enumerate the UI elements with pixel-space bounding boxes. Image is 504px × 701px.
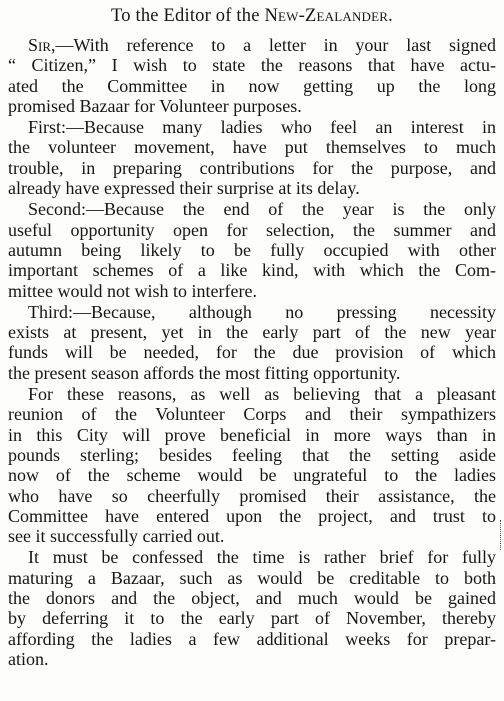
letter-paragraph	[8, 35, 496, 116]
text-line: the present season affords the most fitting opportunity.	[8, 362, 401, 383]
text-line: pounds sterling; besides feeling that the setting aside	[8, 444, 496, 465]
letter-paragraph	[8, 199, 496, 300]
salutation: Sir,	[28, 35, 56, 55]
text-line: For these reasons, as well as believing that a pleasant	[28, 384, 496, 405]
text-line: now of the scheme would be ungrateful to the ladies	[8, 465, 496, 486]
letter-paragraph	[8, 547, 496, 669]
text-line: ation.	[8, 648, 49, 669]
text-line: reunion of the Volunteer Corps and their sympathizers	[8, 404, 496, 425]
letter-column	[8, 4, 496, 670]
heading-newspaper-name: New-Zealander.	[264, 6, 393, 26]
text-line-rest: —With reference to a letter in your last signed	[55, 35, 496, 55]
letter-body	[8, 35, 496, 669]
text-line: already have expressed their surprise at its delay.	[8, 178, 360, 199]
margin-mark	[494, 520, 501, 550]
text-line: who have so cheerfully promised their assistance, the	[8, 485, 496, 506]
text-line	[8, 35, 496, 55]
text-line: “ Citizen,” I wish to state the reasons that have actu-	[8, 55, 496, 76]
text-line: important schemes of a like kind, with which the Com-	[8, 260, 496, 281]
text-line: in this City will prove beneficial in more ways than in	[8, 424, 496, 445]
text-line: by deferring it to the early part of November, thereby	[8, 608, 496, 629]
letter-paragraph	[8, 384, 496, 546]
text-line: funds will be needed, for the due provision of which	[8, 342, 496, 363]
text-line: exists at present, yet in the early part of the new year	[8, 322, 496, 343]
text-line: It must be confessed the time is rather brief for fully	[28, 547, 496, 568]
letter-heading	[8, 4, 496, 28]
text-line: ated the Committee in now getting up the long	[8, 75, 496, 96]
text-line: the volunteer movement, have put themselves to much	[8, 137, 496, 158]
text-line: the donors and the object, and much would be gained	[8, 588, 496, 609]
text-line: affording the ladies a few additional weeks for prepar-	[8, 628, 496, 649]
text-line: autumn being likely to be fully occupied with other	[8, 239, 496, 260]
text-line: maturing a Bazaar, such as would be creditable to both	[8, 567, 496, 588]
text-line: Third:—Because, although no pressing necessity	[28, 301, 496, 322]
text-line: useful opportunity open for selection, the summer and	[8, 219, 496, 240]
text-line: Committee have entered upon the project, and trust to	[8, 505, 496, 526]
text-line: Second:—Because the end of the year is the only	[28, 199, 496, 220]
text-line: see it successfully carried out.	[8, 526, 225, 547]
text-line: mittee would not wish to interfere.	[8, 280, 257, 301]
text-line: First:—Because many ladies who feel an interest in	[28, 117, 496, 138]
text-line: trouble, in preparing contributions for the purpose, and	[8, 157, 496, 178]
text-line: promised Bazaar for Volunteer purposes.	[8, 95, 302, 116]
letter-paragraph	[8, 117, 496, 198]
letter-paragraph	[8, 302, 496, 383]
heading-prefix: To the Editor of the	[111, 6, 265, 26]
